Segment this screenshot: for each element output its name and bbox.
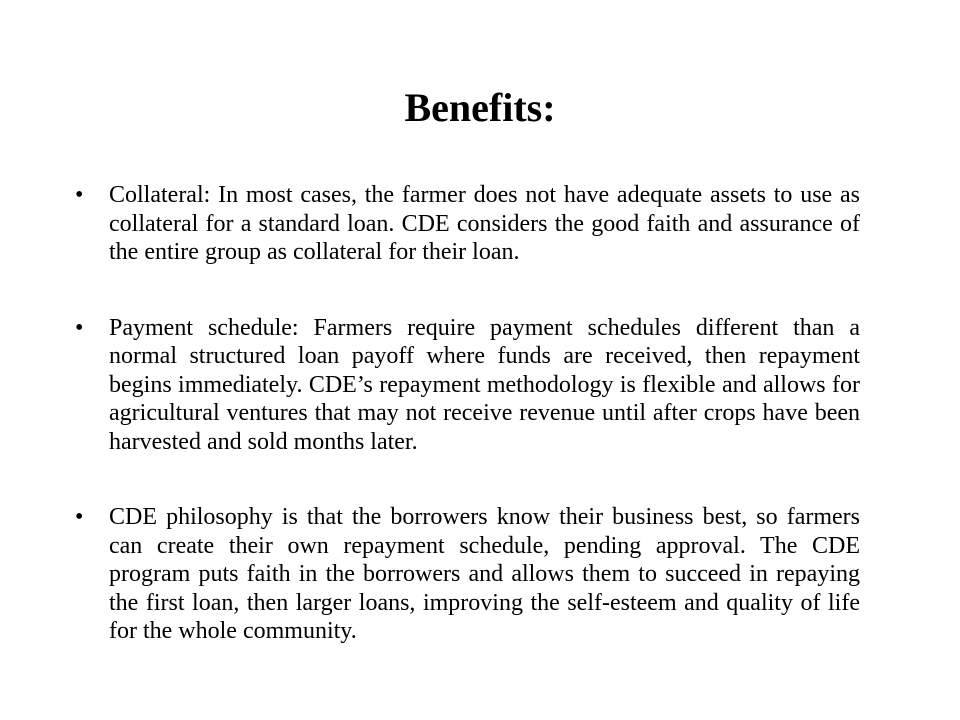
bullet-dot-icon: • — [75, 504, 84, 530]
bullet-list — [75, 181, 860, 646]
bullet-text: Collateral: In most cases, the farmer does not have adequate assets to use as collateral for a standard loan. CDE considers the good faith and assurance of the entire group as collateral for their loan. — [109, 182, 860, 265]
bullet-item-collateral — [75, 181, 860, 267]
bullet-dot-icon: • — [75, 182, 84, 208]
bullet-dot-icon: • — [75, 314, 84, 341]
bullet-item-payment-schedule — [75, 314, 860, 457]
bullet-text: Payment schedule: Farmers require payment schedules different than a normal structured loan payoff where funds are received, then repayment begins immediately. CDE’s repayment methodology is flexible and allows for agricultural ventures that may not receive revenue until after crops have been harvested and sold months later. — [109, 314, 860, 455]
bullet-text: CDE philosophy is that the borrowers know their business best, so farmers can create their own repayment schedule, pending approval. The CDE program puts faith in the borrowers and allows them to succeed in repaying the first loan, then larger loans, improving the self-esteem and quality of life for the whole community. — [109, 504, 860, 644]
bullet-item-philosophy — [75, 503, 860, 646]
slide-title: Benefits: — [404, 85, 556, 130]
